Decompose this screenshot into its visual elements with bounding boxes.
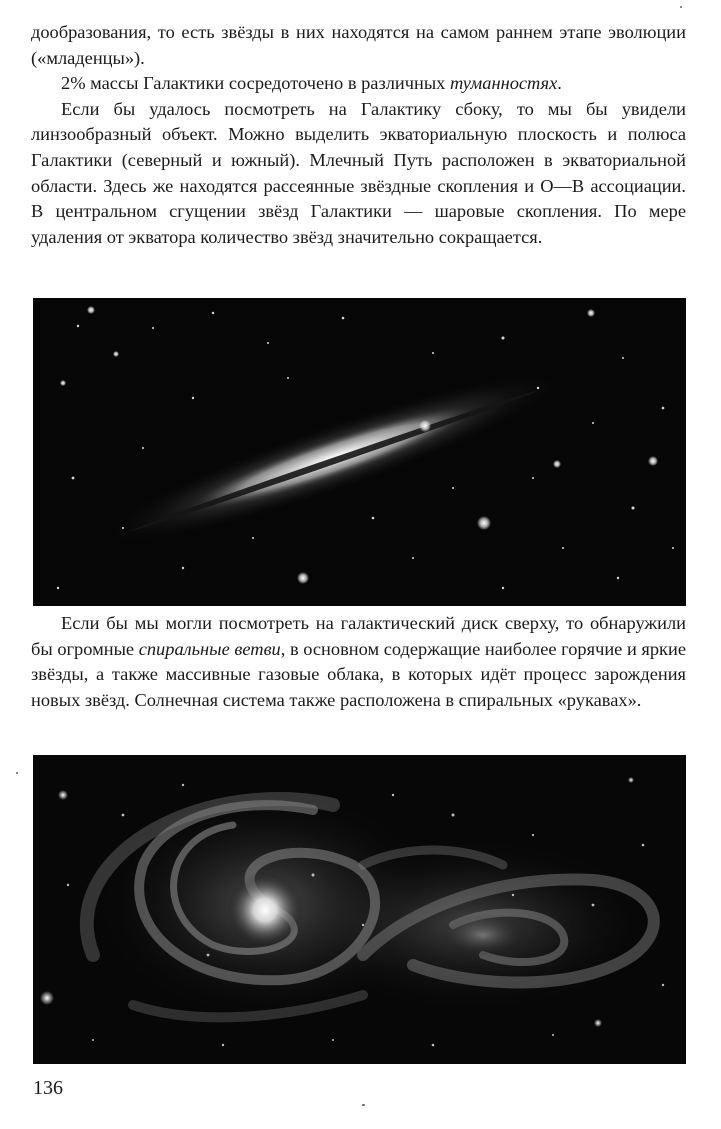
paragraph-nebulae [31,71,686,97]
nebulae-text-start: 2% массы Галактики сосредоточено в различных [61,73,450,94]
paragraph-block-middle [31,611,686,713]
spiral-galaxies-photo [33,755,686,1064]
top-view-text-start: Если бы мы могли посмотреть на галактический диск сверху, то обнаружили бы огромные [31,613,686,659]
top-view-text-end: , в основном содержащие наиболее горячие и яркие звёзды, а также массивные газовые облака, в которых идёт процесс зарождения новых звёзд. Солнечная система также расположена в спиральных «рукавах». [31,638,686,710]
nebulae-text-end: . [557,73,562,94]
nebulae-term: туманностях [449,73,558,94]
scan-speck [680,6,682,8]
spiral-arms-term: спиральные ветви [138,638,281,659]
page-number: 136 [33,1077,63,1099]
edge-on-galaxy-image [33,298,686,606]
spiral-galaxies-image [33,755,686,1064]
scan-speck [16,772,18,774]
scan-speck [362,1104,365,1106]
edge-on-galaxy-photo [33,298,686,606]
paragraph-top-view [31,611,686,713]
paragraph-block-top [31,20,686,250]
paragraph-side-view: Если бы удалось посмотреть на Галактику сбоку, то мы бы увидели линзообразный объект. Можно выделить экваториальную плоскость и полюса Галактики (северный и южный). Млечный Путь расположен в экваториальной области. Здесь же находятся рассеянные звёздные скопления и О—В ассоциации. В центральном сгущении звёзд Галактики — шаровые скопления. По мере удаления от экватора количество звёзд значительно сокращается. [31,98,686,247]
paragraph-continuation: дообразования, то есть звёзды в них находятся на самом раннем этапе эволюции («младенцы»). [31,22,686,68]
